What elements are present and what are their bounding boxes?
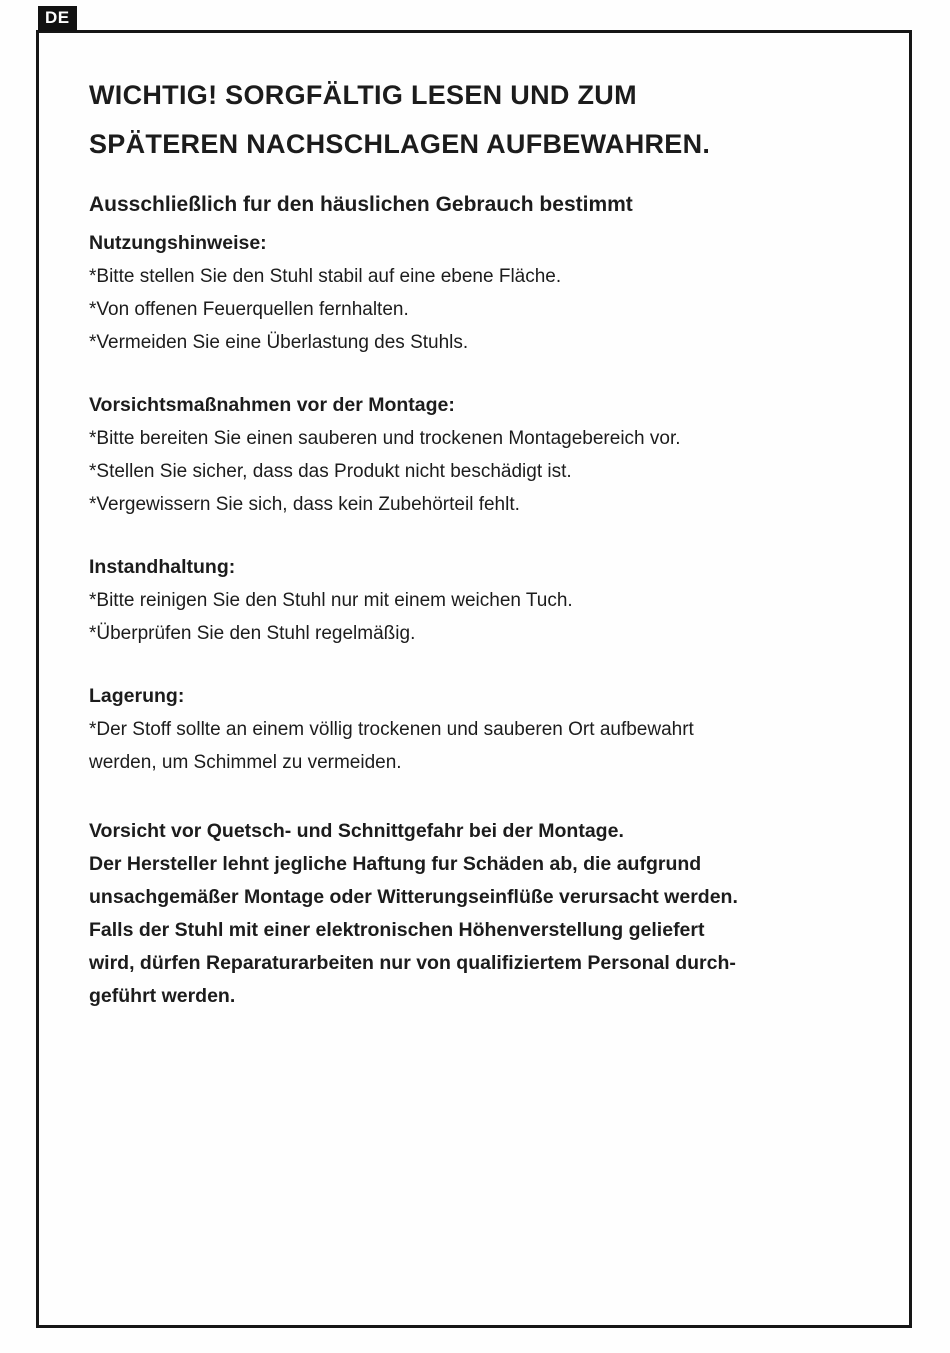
section-storage [89, 680, 867, 779]
section-heading: Vorsichtsmaßnahmen vor der Montage: [89, 394, 455, 416]
bullet-item: *Überprüfen Sie den Stuhl regelmäßig. [89, 623, 416, 644]
page-frame [36, 30, 912, 1328]
bullet-item: *Der Stoff sollte an einem völlig trockenen und sauberen Ort aufbewahrt [89, 719, 694, 740]
bullet-item: *Bitte stellen Sie den Stuhl stabil auf eine ebene Fläche. [89, 266, 562, 287]
section-heading: Nutzungshinweise: [89, 232, 267, 254]
bullet-item-continuation: werden, um Schimmel zu vermeiden. [89, 752, 402, 773]
section-precautions [89, 389, 867, 521]
page-subtitle: Ausschließlich fur den häuslichen Gebrauch bestimmt [89, 193, 633, 216]
warning-line: geführt werden. [89, 985, 236, 1007]
warning-line: unsachgemäßer Montage oder Witterungseinflüße verursacht werden. [89, 886, 738, 908]
bullet-item: *Bitte reinigen Sie den Stuhl nur mit einem weichen Tuch. [89, 590, 573, 611]
section-heading: Lagerung: [89, 685, 185, 707]
warning-line: wird, dürfen Reparaturarbeiten nur von qualifiziertem Personal durch- [89, 952, 736, 974]
warning-line: Falls der Stuhl mit einer elektronischen Höhenverstellung geliefert [89, 919, 705, 941]
page-title [89, 71, 867, 169]
language-badge: DE [38, 6, 77, 31]
page-title-line-1: WICHTIG! SORGFÄLTIG LESEN UND ZUM [89, 80, 637, 110]
section-maintenance [89, 551, 867, 650]
bullet-item: *Bitte bereiten Sie einen sauberen und trockenen Montagebereich vor. [89, 428, 681, 449]
warning-line: Der Hersteller lehnt jegliche Haftung fur Schäden ab, die aufgrund [89, 853, 702, 875]
bullet-item: *Vergewissern Sie sich, dass kein Zubehörteil fehlt. [89, 494, 520, 515]
bullet-item: *Von offenen Feuerquellen fernhalten. [89, 299, 409, 320]
warning-paragraph [89, 815, 867, 1013]
page-content [39, 33, 909, 1013]
bullet-item: *Stellen Sie sicher, dass das Produkt nicht beschädigt ist. [89, 461, 572, 482]
page-title-line-2: SPÄTEREN NACHSCHLAGEN AUFBEWAHREN. [89, 129, 711, 159]
warning-line: Vorsicht vor Quetsch- und Schnittgefahr bei der Montage. [89, 820, 624, 842]
section-usage-notes [89, 227, 867, 359]
section-heading: Instandhaltung: [89, 556, 236, 578]
bullet-item: *Vermeiden Sie eine Überlastung des Stuhls. [89, 332, 469, 353]
